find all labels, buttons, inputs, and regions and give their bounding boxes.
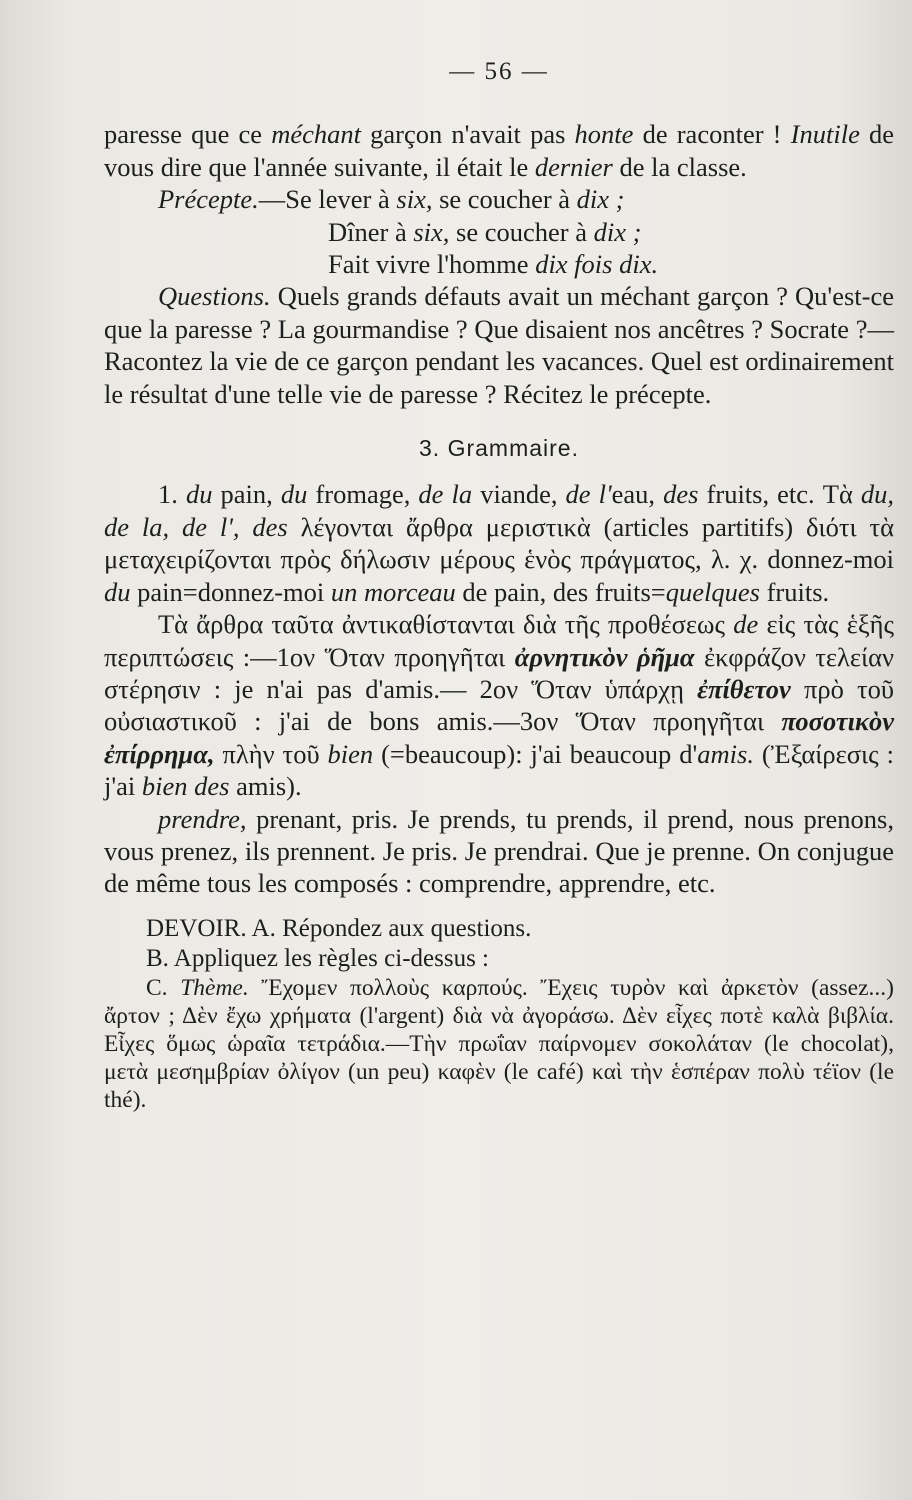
- devoir-a: DEVOIR. A. Répondez aux questions.: [146, 914, 532, 942]
- devoir-section: [104, 914, 894, 1114]
- grammar-rule-1: 1. du pain, du fromage, de la viande, de l'eau, des fruits, etc. Τὰ du, de la, de l', des λέγονται ἄρθρα μεριστικὰ (articles partitifs) διότι τὰ μεταχειρίζονται πρὸς δήλωσιν μέρους ἑνὸς πράγματος, λ. χ. donnez-moi du pain=donnez-moi un morceau de pain, des fruits=quelques fruits.: [104, 479, 895, 607]
- page-number: — 56 —: [449, 58, 549, 85]
- precept-line-3: Fait vivre l'homme dix fois dix.: [328, 249, 659, 280]
- devoir-c: C. Thème. Ἔχομεν πολλοὺς καρπούς. Ἔχεις τυρὸν καὶ ἀρκετὸν (assez...) ἄρτον ; Δὲν ἔχω χρήματα (l'argent) διὰ νὰ ἀγοράσω. Δὲν εἶχες ποτὲ καλὰ βιβλία. Εἶχες ὅμως ὡραῖα τετράδια.—Τὴν πρωΐαν παίρνομεν σοκολάταν (le chocolat), μετὰ μεσημβρίαν ὀλίγον (un peu) καφὲν (le café) καὶ τὴν ἑσπέραν πολὺ τέϊον (le thé).: [104, 974, 894, 1113]
- grammar-rule-3: prendre, prenant, pris. Je prends, tu prends, il prend, nous prenons, vous prenez, ils prennent. Je pris. Je prendrai. Que je prenne. On conjugue de même tous les composés : comprendre, apprendre, etc.: [104, 803, 894, 899]
- paragraph-intro: paresse que ce méchant garçon n'avait pas honte de raconter ! Inutile de vous dire que l'année suivante, il était le dernier de la classe.: [104, 119, 895, 182]
- questions-paragraph: Questions. Quels grands défauts avait un méchant garçon ? Qu'est-ce que la paresse ? La gourmandise ? Que disaient nos ancêtres ? Socrate ?—Racontez la vie de ce garçon pendant les vacances. Quel est ordinairement le résultat d'une telle vie de paresse ? Récitez le précepte.: [104, 281, 894, 409]
- text-column: [104, 56, 894, 1114]
- precept-line-1: Précepte.—Se lever à six, se coucher à dix ;: [158, 184, 625, 215]
- precept-line-2: Dîner à six, se coucher à dix ;: [328, 216, 642, 247]
- section-title: 3. Grammaire.: [419, 435, 579, 462]
- devoir-b: B. Appliquez les règles ci-dessus :: [146, 944, 489, 972]
- grammar-rule-2: Τὰ ἄρθρα ταῦτα ἀντικαθίστανται διὰ τῆς προθέσεως de εἰς τὰς ἑξῆς περιπτώσεις :—1ον Ὅταν προηγῆται ἀρνητικὸν ῥῆμα ἐκφράζον τελείαν στέρησιν : je n'ai pas d'amis.— 2ον Ὅταν ὑπάρχῃ ἐπίθετον πρὸ τοῦ οὐσιαστικοῦ : j'ai de bons amis.—3ον Ὅταν προηγῆται ποσοτικὸν ἐπίρρημα, πλὴν τοῦ bien (=beaucoup): j'ai beaucoup d'amis. (Ἐξαίρεσις : j'ai bien des amis).: [104, 609, 895, 802]
